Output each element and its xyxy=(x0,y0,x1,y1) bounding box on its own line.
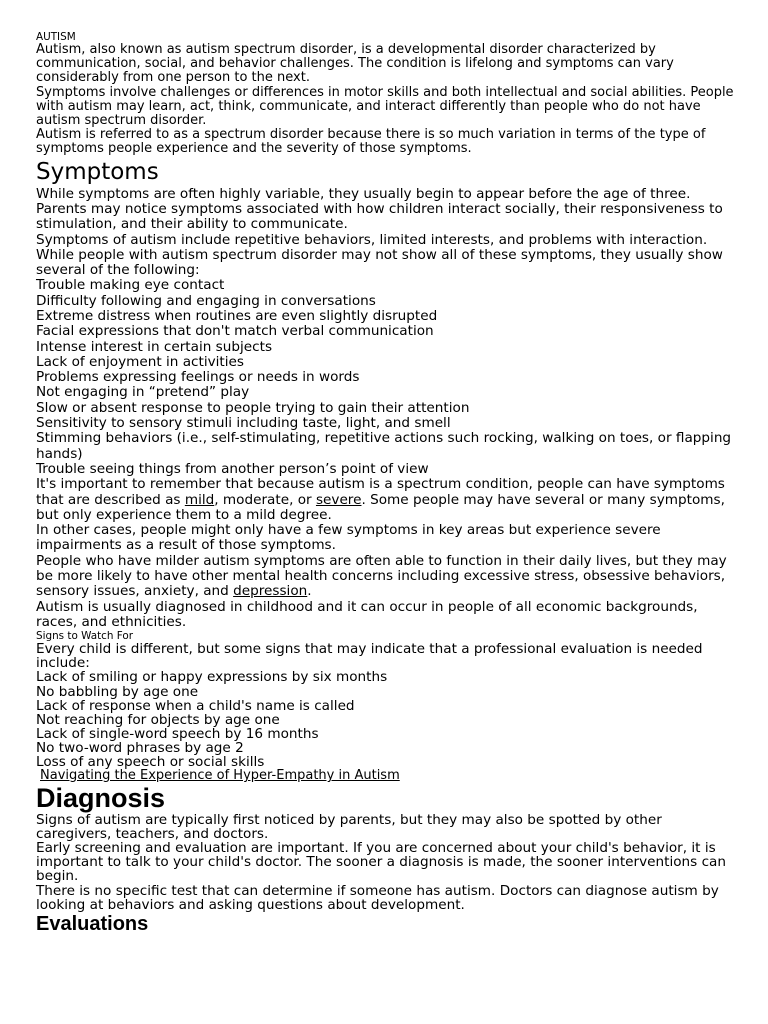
spectrum-text: . Some people may have several or many symptoms, but only experience them to a mild degree. xyxy=(36,491,725,523)
list-item: Trouble seeing things from another person’s point of view xyxy=(36,460,429,477)
diagnosed-paragraph: Autism is usually diagnosed in childhood and it can occur in people of all economic backgrounds, races, and ethnicities. xyxy=(36,598,698,630)
signs-list xyxy=(36,670,736,769)
symptoms-list xyxy=(36,278,736,477)
document-label: AUTISM xyxy=(36,31,76,43)
signs-section xyxy=(36,630,736,783)
diagnosis-section xyxy=(36,813,736,912)
list-item: No two-word phrases by age 2 xyxy=(36,739,244,756)
mild-link[interactable]: mild xyxy=(184,491,215,508)
spectrum-paragraph xyxy=(36,477,736,523)
list-item: Lack of response when a child's name is called xyxy=(36,697,355,714)
intro-section xyxy=(36,43,736,157)
diagnosis-paragraph: Early screening and evaluation are important. If you are concerned about your child's behavior, it is important to talk to your child's doctor. The sooner a diagnosis is made, the sooner interventions can begin. xyxy=(36,840,726,885)
spectrum-text: , moderate, or xyxy=(214,491,316,508)
spectrum-text: It's important to remember that because autism is a spectrum condition, people can have symptoms that are described as xyxy=(36,476,725,508)
symptoms-paragraph: While people with autism spectrum disorder may not show all of these symptoms, they usually show several of the following: xyxy=(36,246,723,279)
diagnosis-paragraph: Signs of autism are typically first noticed by parents, but they may also be spotted by other caregivers, teachers, and doctors. xyxy=(36,812,662,843)
milder-text: . xyxy=(307,583,312,600)
signs-intro: Every child is different, but some signs that may indicate that a professional evaluation is needed include: xyxy=(36,641,703,672)
related-article-row xyxy=(36,769,736,783)
diagnosis-paragraph: There is no specific test that can determine if someone has autism. Doctors can diagnose autism by looking at behaviors and asking questions about development. xyxy=(36,882,719,913)
diagnosis-heading: Diagnosis xyxy=(36,783,166,814)
severe-link[interactable]: severe xyxy=(315,491,362,508)
list-item: Loss of any speech or social skills xyxy=(36,753,265,770)
intro-paragraph: Symptoms involve challenges or differences in motor skills and both intellectual and social abilities. People with autism may learn, act, think, communicate, and interact differently than people who do not have autism spectrum disorder. xyxy=(36,84,734,129)
symptoms-paragraph: Symptoms of autism include repetitive behaviors, limited interests, and problems with interaction. xyxy=(36,231,708,248)
list-item: Not engaging in “pretend” play xyxy=(36,384,250,401)
list-item: No babbling by age one xyxy=(36,683,199,700)
milder-text: People who have milder autism symptoms are often able to function in their daily lives, but they may be more likely to have other mental health concerns including excessive stress, obsessive behaviors, sensory issues, anxiety, and xyxy=(36,552,727,600)
evaluations-heading: Evaluations xyxy=(36,912,149,935)
intro-paragraph: Autism, also known as autism spectrum disorder, is a developmental disorder characterized by communication, social, and behavior challenges. The condition is lifelong and symptoms can vary considerably from one person to the next. xyxy=(36,42,674,86)
symptoms-section xyxy=(36,187,736,631)
depression-link[interactable]: depression xyxy=(233,583,308,600)
list-item: Slow or absent response to people trying to gain their attention xyxy=(36,399,470,416)
milder-symptoms-paragraph xyxy=(36,554,736,600)
list-item: Stimming behaviors (i.e., self-stimulating, repetitive actions such rocking, walking on toes, or flapping hands) xyxy=(36,430,732,462)
list-item: Lack of enjoyment in activities xyxy=(36,353,244,370)
document-page xyxy=(36,31,736,936)
symptoms-heading: Symptoms xyxy=(36,158,159,185)
symptoms-paragraph: While symptoms are often highly variable, they usually begin to appear before the age of three. Parents may notice symptoms associated with how children interact socially, their responsiveness to stimulation, and their ability to communicate. xyxy=(36,185,723,233)
list-item: Lack of single-word speech by 16 months xyxy=(36,725,319,742)
intro-paragraph: Autism is referred to as a spectrum disorder because there is so much variation in terms of the type of symptoms people experience and the severity of those symptoms. xyxy=(36,127,706,157)
list-item: Sensitivity to sensory stimuli including taste, light, and smell xyxy=(36,415,451,432)
list-item: Problems expressing feelings or needs in words xyxy=(36,369,360,386)
list-item: Extreme distress when routines are even slightly disrupted xyxy=(36,308,438,324)
other-cases-paragraph: In other cases, people might only have a few symptoms in key areas but experience severe impairments as a result of those symptoms. xyxy=(36,522,661,554)
signs-heading: Signs to Watch For xyxy=(36,630,134,643)
list-item: Intense interest in certain subjects xyxy=(36,338,273,355)
list-item: Trouble making eye contact xyxy=(36,277,225,294)
list-item: Facial expressions that don't match verbal communication xyxy=(36,323,434,340)
list-item: Not reaching for objects by age one xyxy=(36,711,280,728)
related-article-link[interactable]: Navigating the Experience of Hyper-Empathy in Autism xyxy=(40,768,400,784)
list-item: Lack of smiling or happy expressions by six months xyxy=(36,669,388,686)
list-item: Difficulty following and engaging in conversations xyxy=(36,292,376,309)
